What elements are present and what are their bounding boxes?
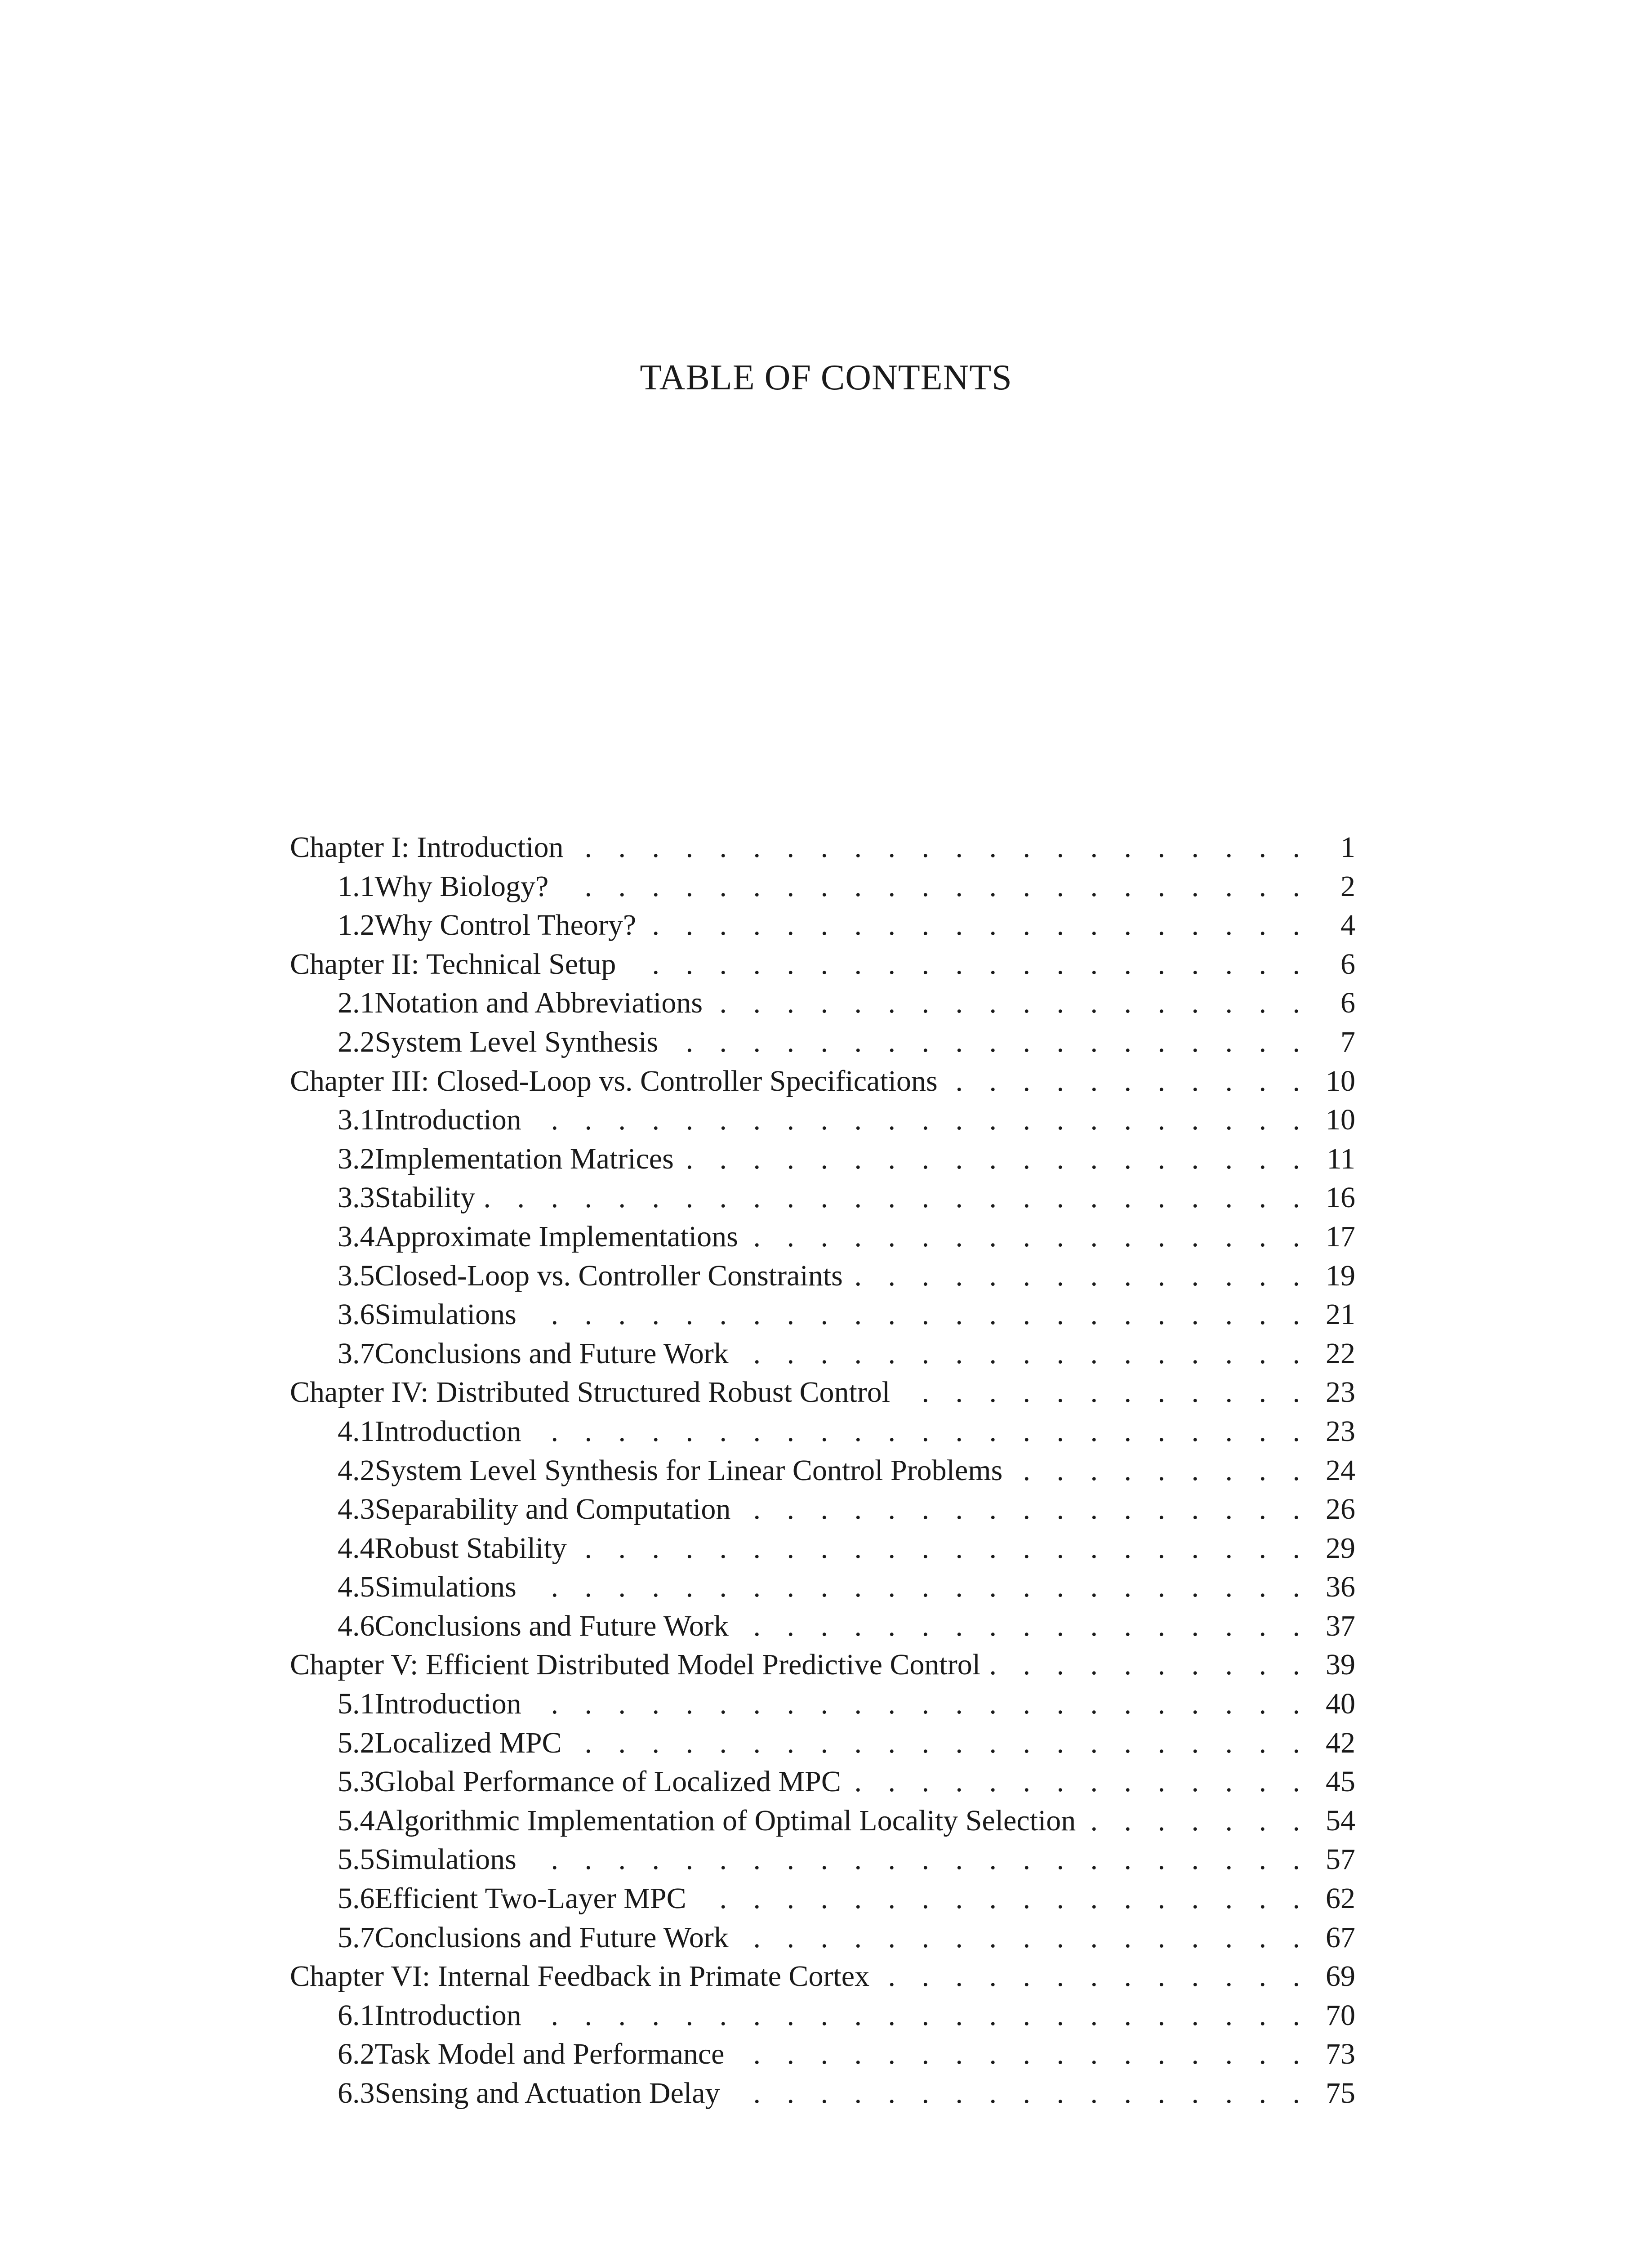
- page-number: 19: [1326, 1259, 1355, 1292]
- page-number: 23: [1326, 1376, 1355, 1409]
- page-number: 69: [1326, 1960, 1355, 1993]
- page-number: 22: [1326, 1337, 1355, 1370]
- entry-title: Chapter VI: Internal Feedback in Primate Cortex: [290, 1960, 870, 1993]
- toc-chapter-entry[interactable]: [290, 828, 1355, 867]
- dot-leader: [879, 1957, 1309, 1996]
- section-number: 4.6: [338, 1609, 375, 1642]
- page-number: 6: [1340, 947, 1355, 981]
- page-number: 73: [1326, 2038, 1355, 2071]
- toc-section-entry[interactable]: [290, 867, 1355, 906]
- dot-leader: [531, 1412, 1309, 1451]
- dot-leader: [485, 1178, 1309, 1218]
- toc-section-entry[interactable]: [290, 1724, 1355, 1763]
- dot-leader: [734, 2035, 1309, 2074]
- page-number: 17: [1326, 1220, 1355, 1253]
- entry-title: Algorithmic Implementation of Optimal Locality Selection: [374, 1804, 1076, 1837]
- entry-title: Notation and Abbreviations: [374, 986, 703, 1020]
- entry-title: Introduction: [374, 1687, 521, 1721]
- page-number: 54: [1326, 1804, 1355, 1837]
- dot-leader: [626, 945, 1309, 984]
- entry-title: System Level Synthesis: [374, 1025, 659, 1058]
- page-number: 7: [1340, 1025, 1355, 1058]
- section-number: 4.5: [338, 1570, 375, 1604]
- section-number: 5.2: [338, 1726, 375, 1759]
- entry-title: Chapter III: Closed-Loop vs. Controller Specifications: [290, 1064, 938, 1097]
- dot-leader: [572, 1724, 1309, 1763]
- page-number: 23: [1326, 1414, 1355, 1448]
- dot-leader: [851, 1762, 1309, 1802]
- section-number: 3.4: [338, 1220, 375, 1253]
- dot-leader: [526, 1295, 1309, 1334]
- page-number: 70: [1326, 1998, 1355, 2032]
- section-number: 4.1: [338, 1414, 375, 1448]
- page-number: 1: [1340, 831, 1355, 864]
- dot-leader: [526, 1568, 1309, 1607]
- dot-leader: [531, 1996, 1309, 2035]
- toc-section-entry[interactable]: [290, 1412, 1355, 1451]
- dot-leader: [558, 867, 1309, 906]
- page-number: 45: [1326, 1765, 1355, 1798]
- entry-title: Localized MPC: [374, 1726, 562, 1759]
- page-number: 36: [1326, 1570, 1355, 1604]
- dot-leader: [739, 1607, 1309, 1646]
- toc-section-entry[interactable]: [290, 1529, 1355, 1568]
- toc-section-entry[interactable]: [290, 1996, 1355, 2035]
- entry-title: Conclusions and Future Work: [374, 1337, 729, 1370]
- dot-leader: [739, 1918, 1309, 1958]
- entry-title: Separability and Computation: [374, 1493, 731, 1526]
- page-number: 37: [1326, 1609, 1355, 1642]
- dot-leader: [696, 1879, 1309, 1918]
- toc-section-entry[interactable]: [290, 1101, 1355, 1140]
- toc-section-entry[interactable]: [290, 1023, 1355, 1062]
- entry-title: Robust Stability: [374, 1531, 567, 1565]
- entry-title: System Level Synthesis for Linear Control Problems: [374, 1454, 1003, 1487]
- toc-section-entry[interactable]: [290, 2035, 1355, 2074]
- entry-title: Task Model and Performance: [374, 2038, 725, 2071]
- section-number: 5.5: [338, 1843, 375, 1876]
- dot-leader: [531, 1685, 1309, 1724]
- section-number: 3.1: [338, 1103, 375, 1137]
- section-number: 5.6: [338, 1882, 375, 1915]
- page-number: 21: [1326, 1298, 1355, 1331]
- entry-title: Chapter V: Efficient Distributed Model Predictive Control: [290, 1648, 981, 1682]
- section-number: 5.7: [338, 1921, 375, 1954]
- section-number: 6.3: [338, 2077, 375, 2110]
- page-number: 67: [1326, 1921, 1355, 1954]
- toc-section-entry[interactable]: [290, 1295, 1355, 1334]
- toc-section-entry[interactable]: [290, 1257, 1355, 1296]
- dot-leader: [1012, 1451, 1309, 1490]
- section-number: 5.3: [338, 1765, 375, 1798]
- dot-leader: [990, 1646, 1309, 1685]
- toc-section-entry[interactable]: [290, 1607, 1355, 1646]
- dot-leader: [526, 1840, 1309, 1879]
- toc-section-entry[interactable]: [290, 984, 1355, 1023]
- toc-section-entry[interactable]: [290, 1802, 1355, 1841]
- page-number: 40: [1326, 1687, 1355, 1721]
- entry-title: Introduction: [374, 1414, 521, 1448]
- section-number: 5.4: [338, 1804, 375, 1837]
- toc-section-entry[interactable]: [290, 1685, 1355, 1724]
- page-number: 10: [1326, 1064, 1355, 1097]
- toc-section-entry[interactable]: [290, 1140, 1355, 1179]
- entry-title: Conclusions and Future Work: [374, 1921, 729, 1954]
- section-number: 5.1: [338, 1687, 375, 1721]
- toc-section-entry[interactable]: [290, 1451, 1355, 1490]
- toc-chapter-entry[interactable]: [290, 945, 1355, 984]
- section-number: 3.5: [338, 1259, 375, 1292]
- dot-leader: [668, 1023, 1309, 1062]
- page-number: 16: [1326, 1181, 1355, 1214]
- entry-title: Chapter IV: Distributed Structured Robust Control: [290, 1376, 891, 1409]
- entry-title: Chapter II: Technical Setup: [290, 947, 616, 981]
- toc-chapter-entry[interactable]: [290, 1957, 1355, 1996]
- dot-leader: [740, 1490, 1309, 1529]
- entry-title: Introduction: [374, 1103, 521, 1137]
- page-number: 29: [1326, 1531, 1355, 1565]
- toc-chapter-entry[interactable]: [290, 1062, 1355, 1101]
- toc-section-entry[interactable]: [290, 1879, 1355, 1918]
- toc-section-entry[interactable]: [290, 1840, 1355, 1879]
- page-number: 24: [1326, 1454, 1355, 1487]
- entry-title: Why Biology?: [374, 870, 549, 903]
- dot-leader: [646, 906, 1309, 945]
- entry-title: Why Control Theory?: [374, 909, 637, 942]
- page-number: 39: [1326, 1648, 1355, 1682]
- entry-title: Simulations: [374, 1298, 517, 1331]
- section-number: 2.2: [338, 1025, 375, 1058]
- entry-title: Chapter I: Introduction: [290, 831, 564, 864]
- toc-section-entry[interactable]: [290, 906, 1355, 945]
- page-title: TABLE OF CONTENTS: [640, 358, 1012, 397]
- toc-section-entry[interactable]: [290, 1490, 1355, 1529]
- toc-section-entry[interactable]: [290, 1178, 1355, 1218]
- page-number: 57: [1326, 1843, 1355, 1876]
- page-number: 26: [1326, 1493, 1355, 1526]
- entry-title: Simulations: [374, 1570, 517, 1604]
- dot-leader: [739, 1334, 1309, 1374]
- section-number: 1.1: [338, 870, 375, 903]
- entry-title: Closed-Loop vs. Controller Constraints: [374, 1259, 843, 1292]
- dot-leader: [531, 1101, 1309, 1140]
- dot-leader: [574, 828, 1309, 867]
- section-number: 4.2: [338, 1454, 375, 1487]
- section-number: 4.4: [338, 1531, 375, 1565]
- page-number: 4: [1340, 909, 1355, 942]
- dot-leader: [853, 1257, 1309, 1296]
- page-number: 2: [1340, 870, 1355, 903]
- section-number: 3.3: [338, 1181, 375, 1214]
- dot-leader: [1086, 1802, 1309, 1841]
- entry-title: Sensing and Actuation Delay: [374, 2077, 720, 2110]
- entry-title: Efficient Two-Layer MPC: [374, 1882, 686, 1915]
- section-number: 3.7: [338, 1337, 375, 1370]
- entry-title: Introduction: [374, 1998, 521, 2032]
- toc-chapter-entry[interactable]: [290, 1373, 1355, 1412]
- entry-title: Approximate Implementations: [374, 1220, 738, 1253]
- section-number: 1.2: [338, 909, 375, 942]
- toc-chapter-entry[interactable]: [290, 1646, 1355, 1685]
- entry-title: Implementation Matrices: [374, 1142, 674, 1175]
- dot-leader: [748, 1218, 1309, 1257]
- dot-leader: [900, 1373, 1309, 1412]
- toc-section-entry[interactable]: [290, 1918, 1355, 1958]
- toc-section-entry[interactable]: [290, 1568, 1355, 1607]
- table-of-contents: [290, 828, 1355, 2113]
- section-number: 2.1: [338, 986, 375, 1020]
- dot-leader: [577, 1529, 1309, 1568]
- entry-title: Simulations: [374, 1843, 517, 1876]
- section-number: 4.3: [338, 1493, 375, 1526]
- page-number: 11: [1327, 1142, 1355, 1175]
- section-number: 6.2: [338, 2038, 375, 2071]
- section-number: 6.1: [338, 1998, 375, 2032]
- toc-section-entry[interactable]: [290, 1218, 1355, 1257]
- page-number: 42: [1326, 1726, 1355, 1759]
- dot-leader: [948, 1062, 1309, 1101]
- entry-title: Global Performance of Localized MPC: [374, 1765, 841, 1798]
- section-number: 3.2: [338, 1142, 375, 1175]
- dot-leader: [730, 2074, 1309, 2113]
- page-number: 75: [1326, 2077, 1355, 2110]
- page-number: 6: [1340, 986, 1355, 1020]
- entry-title: Conclusions and Future Work: [374, 1609, 729, 1642]
- toc-section-entry[interactable]: [290, 1762, 1355, 1802]
- toc-section-entry[interactable]: [290, 2074, 1355, 2113]
- entry-title: Stability: [374, 1181, 476, 1214]
- section-number: 3.6: [338, 1298, 375, 1331]
- page-number: 62: [1326, 1882, 1355, 1915]
- dot-leader: [684, 1140, 1309, 1179]
- page-number: 10: [1326, 1103, 1355, 1137]
- dot-leader: [712, 984, 1309, 1023]
- toc-section-entry[interactable]: [290, 1334, 1355, 1374]
